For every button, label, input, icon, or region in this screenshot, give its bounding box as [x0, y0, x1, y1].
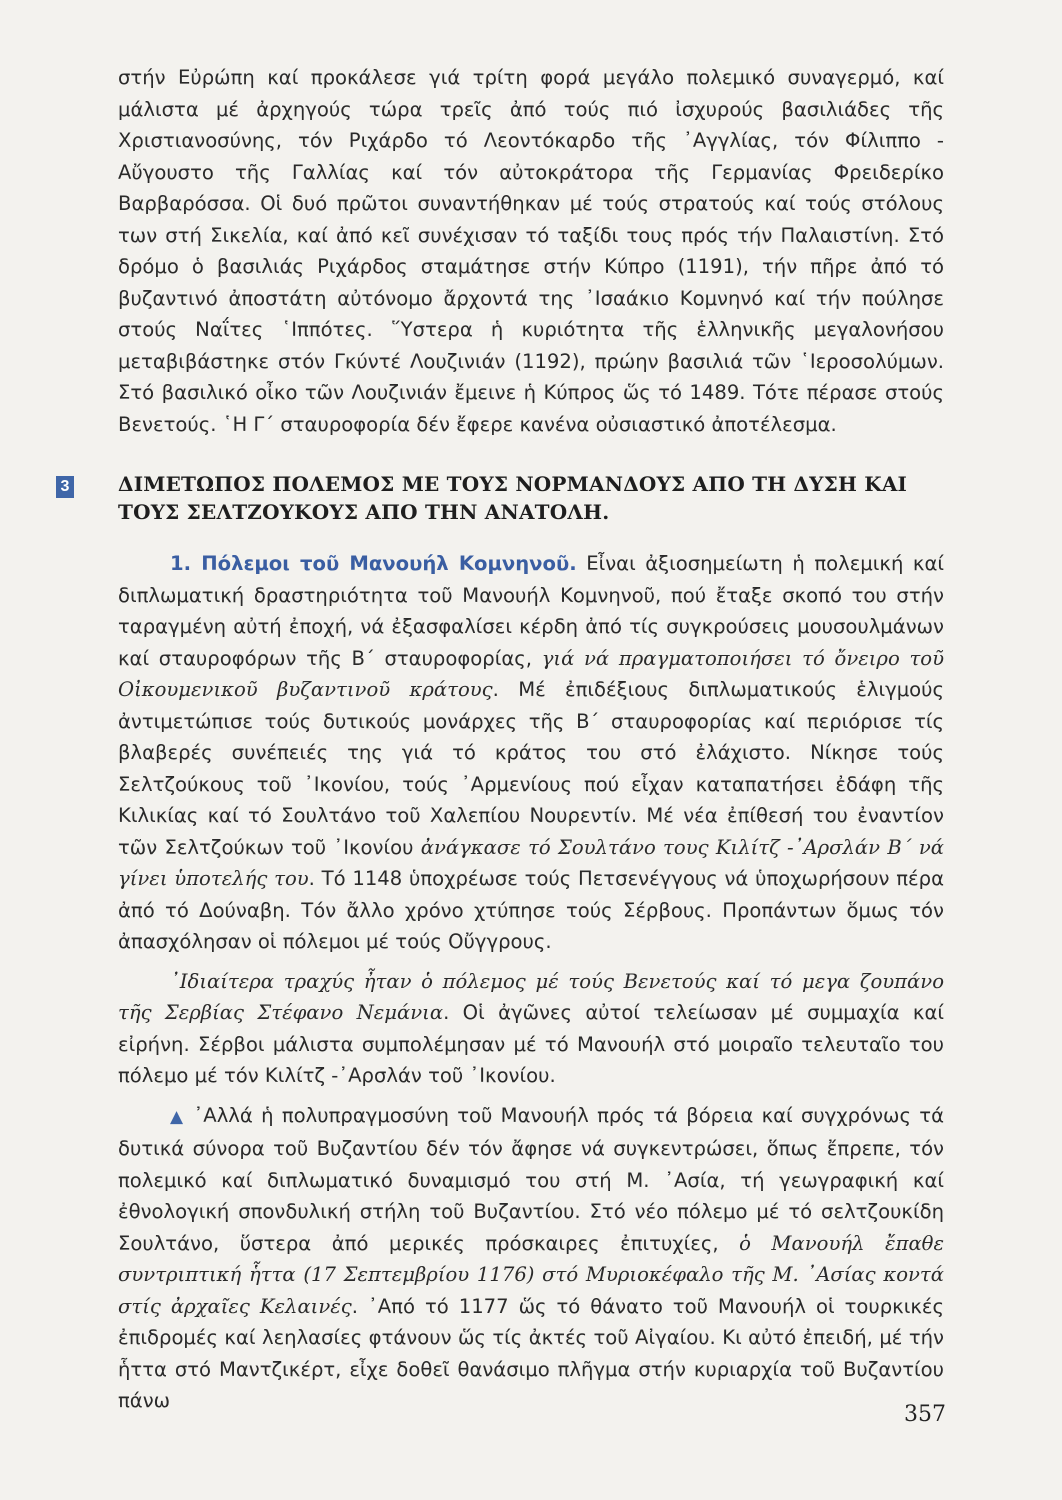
paragraph-third-crusade: στήν Εὐρώπη καί προκάλεσε γιά τρίτη φορά μεγάλο πολεμικό συναγερμό, καί μάλιστα μέ ἀρχηγούς τώρα τρεῖς ἀπό τούς πιό ἰσχυρούς βασιλιάδες τῆς Χριστιανοσύνης, τόν Ριχάρδο τό Λεοντόκαρδο τῆς ᾿Αγγλίας, τόν Φίλιππο - Αὔγουστο τῆς Γαλλίας καί τόν αὐτοκράτορα τῆς Γερμανίας Φρειδερίκο Βαρβαρόσσα. Οἱ δυό πρῶτοι συναντήθηκαν μέ τούς στρατούς καί τούς στόλους των στή Σικελία, καί ἀπό κεῖ συνέχισαν τό ταξίδι τους πρός τήν Παλαιστίνη. Στό δρόμο ὁ βασιλιάς Ριχάρδος σταμάτησε στήν Κύπρο (1191), τήν πῆρε ἀπό τό βυζαντινό ἀποστάτη αὐτόνομο ἄρχοντά της ᾿Ισαάκιο Κομνηνό καί τήν πούλησε στούς Ναΐτες ῾Ιππότες. ῞Υστερα ἡ κυριότητα τῆς ἑλληνικῆς μεγαλονήσου μεταβιβάστηκε στόν Γκύντέ Λουζινιάν (1192), πρώην βασιλιά τῶν ῾Ιεροσολύμων. Στό βασιλικό οἶκο τῶν Λουζινιάν ἔμεινε ἡ Κύπρος ὥς τό 1489. Τότε πέρασε στούς Βενετούς. ῾Η Γ´ σταυροφορία δέν ἔφερε κανένα οὐσιαστικό ἀποτέλεσμα.	[118, 66, 944, 436]
section-number-badge: 3	[56, 476, 74, 498]
page-body	[60, 62, 945, 1417]
paragraph-venice-serbia: ᾿Ιδιαίτερα τραχύς ἦταν ὁ πόλεμος μέ τούς Βενετούς καί τό μεγα ζουπάνο τῆς Σερβίας Στέφανο Νεμάνια. Οἱ ἀγῶνες αὐτοί τελείωσαν μέ συμμαχία καί εἰρήνη. Σέρβοι μάλιστα συμπολέμησαν μέ τό Μανουήλ στό μοιραῖο τελευταῖο του πόλεμο μέ τόν Κιλίτζ -᾿Αρσλάν τοῦ ᾿Ικονίου.	[118, 969, 945, 1087]
paragraph-myriokephalon: ▲ ᾿Αλλά ἡ πολυπραγμοσύνη τοῦ Μανουήλ πρός τά βόρεια καί συγχρόνως τά δυτικά σύνορα τοῦ Βυζαντίου δέν τόν ἄφησε νά συγκεντρώσει, ὅπως ἔπρεπε, τόν πολεμικό καί διπλωματικό δυναμισμό του στή Μ. ᾿Ασία, τή γεωγραφική καί ἐθνολογική σπονδυλική στήλη τοῦ Βυζαντίου. Στό νέο πόλεμο μέ τό σελτζουκίδη Σουλτάνο, ὕστερα ἀπό μερικές πρόσκαιρες ἐπιτυχίες, ὁ Μανουήλ ἔπαθε συντριπτική ἧττα (17 Σεπτεμβρίου 1176) στό Μυριοκέφαλο τῆς Μ. ᾿Ασίας κοντά στίς ἀρχαῖες Κελαινές. ᾿Από τό 1177 ὥς τό θάνατο τοῦ Μανουήλ οἱ τουρκικές ἐπιδρομές καί λεηλασίες φτάνουν ὥς τίς ἀκτές τοῦ Αἰγαίου. Κι αὐτό ἐπειδή, μέ τήν ἧττα στό Μαντζικέρτ, εἶχε δοθεῖ θανάσιμο πλῆγμα στήν κυριαρχία τοῦ Βυζαντίου πάνω	[118, 1103, 944, 1412]
page-number: 357	[904, 1402, 946, 1427]
section-title: ΔΙΜΕΤΩΠΟΣ ΠΟΛΕΜΟΣ ΜΕ ΤΟΥΣ ΝΟΡΜΑΝΔΟΥΣ ΑΠΟ ΤΗ ΔΥΣΗ ΚΑΙ ΤΟΥΣ ΣΕΛΤΖΟΥΚΟΥΣ ΑΠΟ ΤΗΝ ΑΝΑΤΟΛΗ.	[118, 472, 908, 524]
section-header	[60, 470, 944, 526]
triangle-marker-icon: ▲	[170, 1106, 186, 1127]
paragraph-manuel-wars: 1. Πόλεμοι τοῦ Μανουήλ Κομνηνοῦ. Εἶναι ἀξιοσημείωτη ἡ πολεμική καί διπλωματική δραστηριότητα τοῦ Μανουήλ Κομνηνοῦ, πού ἔταξε σκοπό του στήν ταραγμένη αὐτή ἐποχή, νά ἐξασφαλίσει κέρδη ἀπό τίς συγκρούσεις μουσουλμάνων καί σταυροφόρων τῆς Β´ σταυροφορίας, γιά νά πραγματοποιήσει τό ὄνειρο τοῦ Οἰκουμενικοῦ βυζαντινοῦ κράτους. Μέ ἐπιδέξιους διπλωματικούς ἑλιγμούς ἀντιμετώπισε τούς δυτικούς μονάρχες τῆς Β´ σταυροφορίας καί περιόρισε τίς βλαβερές συνέπειές της γιά τό κράτος του στό ἐλάχιστο. Νίκησε τούς Σελτζούκους τοῦ ᾿Ικονίου, τούς ᾿Αρμενίους πού εἶχαν καταπατήσει ἐδάφη τῆς Κιλικίας καί τό Σουλτάνο τοῦ Χαλεπίου Νουρεντίν. Μέ νέα ἐπίθεσή του ἐναντίον τῶν Σελτζούκων τοῦ ᾿Ικονίου ἀνάγκασε τό Σουλτάνο τους Κιλίτζ -᾿Αρσλάν Β´ νά γίνει ὑποτελής του. Τό 1148 ὑποχρέωσε τούς Πετσενέγγους νά ὑποχωρήσουν πέρα ἀπό τό Δούναβη. Τόν ἄλλο χρόνο χτύπησε τούς Σέρβους. Προπάντων ὅμως τόν ἀπασχόλησαν οἱ πόλεμοι μέ τούς Οὔγγρους.	[118, 552, 945, 953]
subsection-title: 1. Πόλεμοι τοῦ Μανουήλ Κομνηνοῦ.	[170, 552, 577, 575]
